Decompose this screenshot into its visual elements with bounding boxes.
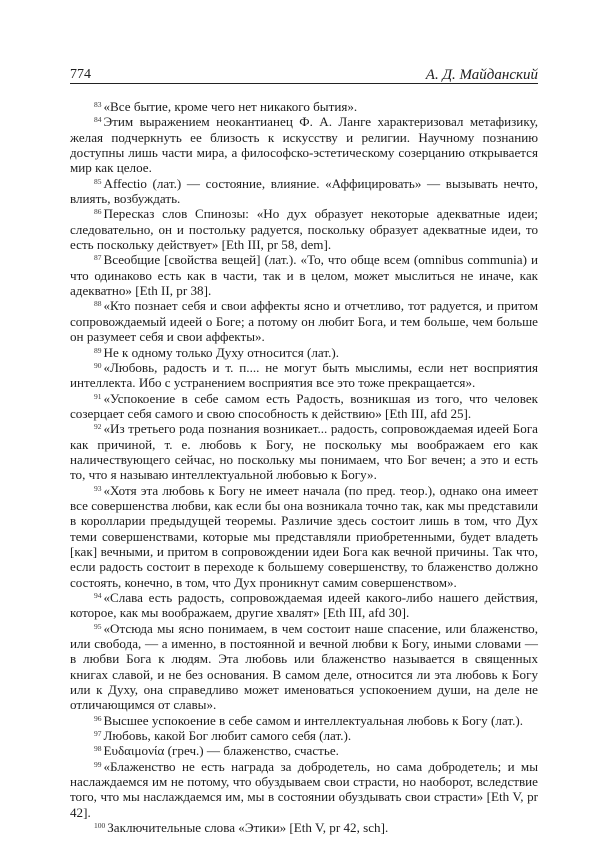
footnote-100 bbox=[70, 820, 538, 835]
footnote-number: 85 bbox=[94, 176, 102, 186]
page-number: 774 bbox=[70, 67, 91, 82]
footnote-text: «Успокоение в себе самом есть Радость, возникшая из того, что человек созерцает себя самого и свою способность к действию» [Eth III, afd 25]. bbox=[70, 390, 538, 421]
footnote-92 bbox=[70, 421, 538, 482]
footnote-91 bbox=[70, 391, 538, 422]
footnote-number: 97 bbox=[94, 729, 102, 739]
footnote-text: Любовь, какой Бог любит самого себя (лат.). bbox=[103, 728, 352, 744]
page-header bbox=[70, 66, 538, 84]
footnote-text: «Все бытие, кроме чего нет никакого бытия». bbox=[103, 99, 358, 114]
footnote-text: Ευδαιμονία (греч.) — блаженство, счастье. bbox=[103, 743, 339, 759]
footnote-95 bbox=[70, 621, 538, 713]
footnote-number: 98 bbox=[94, 744, 102, 754]
footnote-number: 87 bbox=[94, 253, 102, 263]
footnote-text: «Кто познает себя и свои аффекты ясно и отчетливо, тот радуется, и притом сопровождаемый идеей о Боге; а потому он любит Бога, и тем больше, чем больше он разумеет себя и свои аффекты». bbox=[70, 298, 538, 345]
running-head-author: А. Д. Майданский bbox=[425, 67, 538, 83]
footnote-number: 83 bbox=[94, 100, 102, 109]
footnote-90 bbox=[70, 360, 538, 391]
footnote-96 bbox=[70, 713, 538, 728]
footnote-number: 93 bbox=[94, 483, 102, 493]
footnote-87 bbox=[70, 252, 538, 298]
footnote-text: Заключительные слова «Этики» [Eth V, pr 42, sch]. bbox=[107, 820, 389, 836]
footnote-number: 99 bbox=[94, 759, 102, 769]
footnote-text: «Отсюда мы ясно понимаем, в чем состоит наше спасение, или блаженство, или свобода, — а именно, в постоянной и вечной любви к Богу, иными словами — в любви Бога к людям. Эта любовь или блаженство называется в священных книгах славой, и не без основания. В самом деле, относится ли эта любовь к Богу или к Духу, она справедливо может именоваться успокоением души, на деле не отличающимся от славы». bbox=[70, 620, 538, 713]
footnote-text: Affectio (лат.) — состояние, влияние. «Аффицировать» — вызывать нечто, влиять, возбуждать. bbox=[70, 175, 538, 207]
footnote-text: «Из третьего рода познания возникает... радость, сопровождаемая идеей Бога как причиной, т. е. любовь к Богу, не поскольку мы воображаем его как наличествующего сейчас, но поскольку мы понимаем, что Бог вечен; а это и есть то, что я называю интеллектуальной любовью к Богу». bbox=[70, 421, 538, 483]
footnote-93 bbox=[70, 483, 538, 590]
footnote-text: Пересказ слов Спинозы: «Но дух образует некоторые адекватные идеи; следовательно, он и постольку радуется, поскольку образует адекватные идеи, то есть поскольку действует» [Eth III, pr 58, dem]. bbox=[70, 206, 538, 253]
footnote-94 bbox=[70, 590, 538, 621]
footnote-83 bbox=[70, 99, 538, 114]
footnote-number: 94 bbox=[94, 591, 102, 600]
footnote-text: Этим выражением неокантианец Ф. А. Ланге характеризовал метафизику, желая подчеркнуть ее близость к искусству и религии. Научному познанию доступны лишь части мира, а философско-эстетическому созерцанию открывается мир как целое. bbox=[70, 114, 538, 176]
footnote-number: 91 bbox=[94, 391, 102, 401]
footnotes-list bbox=[70, 99, 538, 836]
footnote-text: «Любовь, радость и т. п.... не могут быть мыслимы, если нет восприятия интеллекта. Ибо с устранением восприятия все это тоже прекращается». bbox=[70, 359, 538, 391]
footnote-number: 84 bbox=[94, 115, 102, 125]
footnote-text: «Блаженство не есть награда за добродетель, но сама добродетель; и мы наслаждаемся им не потому, что обуздываем свои страсти, но наоборот, вследствие того, что мы наслаждаемся им, мы в состоянии обуздывать свои страсти» [Eth V, pr 42]. bbox=[70, 758, 538, 820]
footnote-number: 86 bbox=[94, 207, 102, 217]
footnote-text: «Хотя эта любовь к Богу не имеет начала (по пред. теор.), однако она имеет все совершенства любви, как если бы она возникала точно так, как мы представили в королларии предыдущей теоремы. Различие здесь состоит лишь в том, что Дух теми совершенствами, которые мы представляли приобретенными, будет владеть [как] вечными, и притом в сопровождении идеи Бога как вечной причины. Так что, если радость состоит в переходе к большему совершенству, то блаженство должно состоять, конечно, в том, что Дух проникнут самим совершенством». bbox=[70, 482, 538, 590]
footnote-88 bbox=[70, 298, 538, 344]
footnote-text: Всеобщие [свойства вещей] (лат.). «То, что обще всем (omnibus communia) и что одинаково есть как в части, так и в целом, может мыслиться не иначе, как адекватно» [Eth II, pr 38]. bbox=[70, 252, 538, 299]
footnote-number: 90 bbox=[94, 360, 102, 370]
footnote-number: 89 bbox=[94, 345, 102, 355]
footnote-89 bbox=[70, 345, 538, 360]
footnote-86 bbox=[70, 206, 538, 252]
footnote-97 bbox=[70, 728, 538, 743]
footnote-84 bbox=[70, 114, 538, 175]
footnote-text: Не к одному только Духу относится (лат.). bbox=[103, 344, 340, 360]
book-page bbox=[70, 66, 538, 836]
footnote-number: 100 bbox=[94, 821, 106, 831]
footnote-98 bbox=[70, 743, 538, 758]
footnote-text: «Слава есть радость, сопровождаемая идеей какого-либо нашего действия, которое, как мы воображаем, другие хвалят» [Eth III, afd 30]. bbox=[70, 590, 538, 621]
footnote-number: 96 bbox=[94, 713, 102, 723]
footnote-number: 88 bbox=[94, 299, 102, 309]
footnote-text: Высшее успокоение в себе самом и интеллектуальная любовь к Богу (лат.). bbox=[103, 712, 524, 728]
footnote-number: 92 bbox=[94, 422, 102, 432]
footnote-99 bbox=[70, 759, 538, 820]
footnote-number: 95 bbox=[94, 621, 102, 631]
footnote-85 bbox=[70, 176, 538, 207]
